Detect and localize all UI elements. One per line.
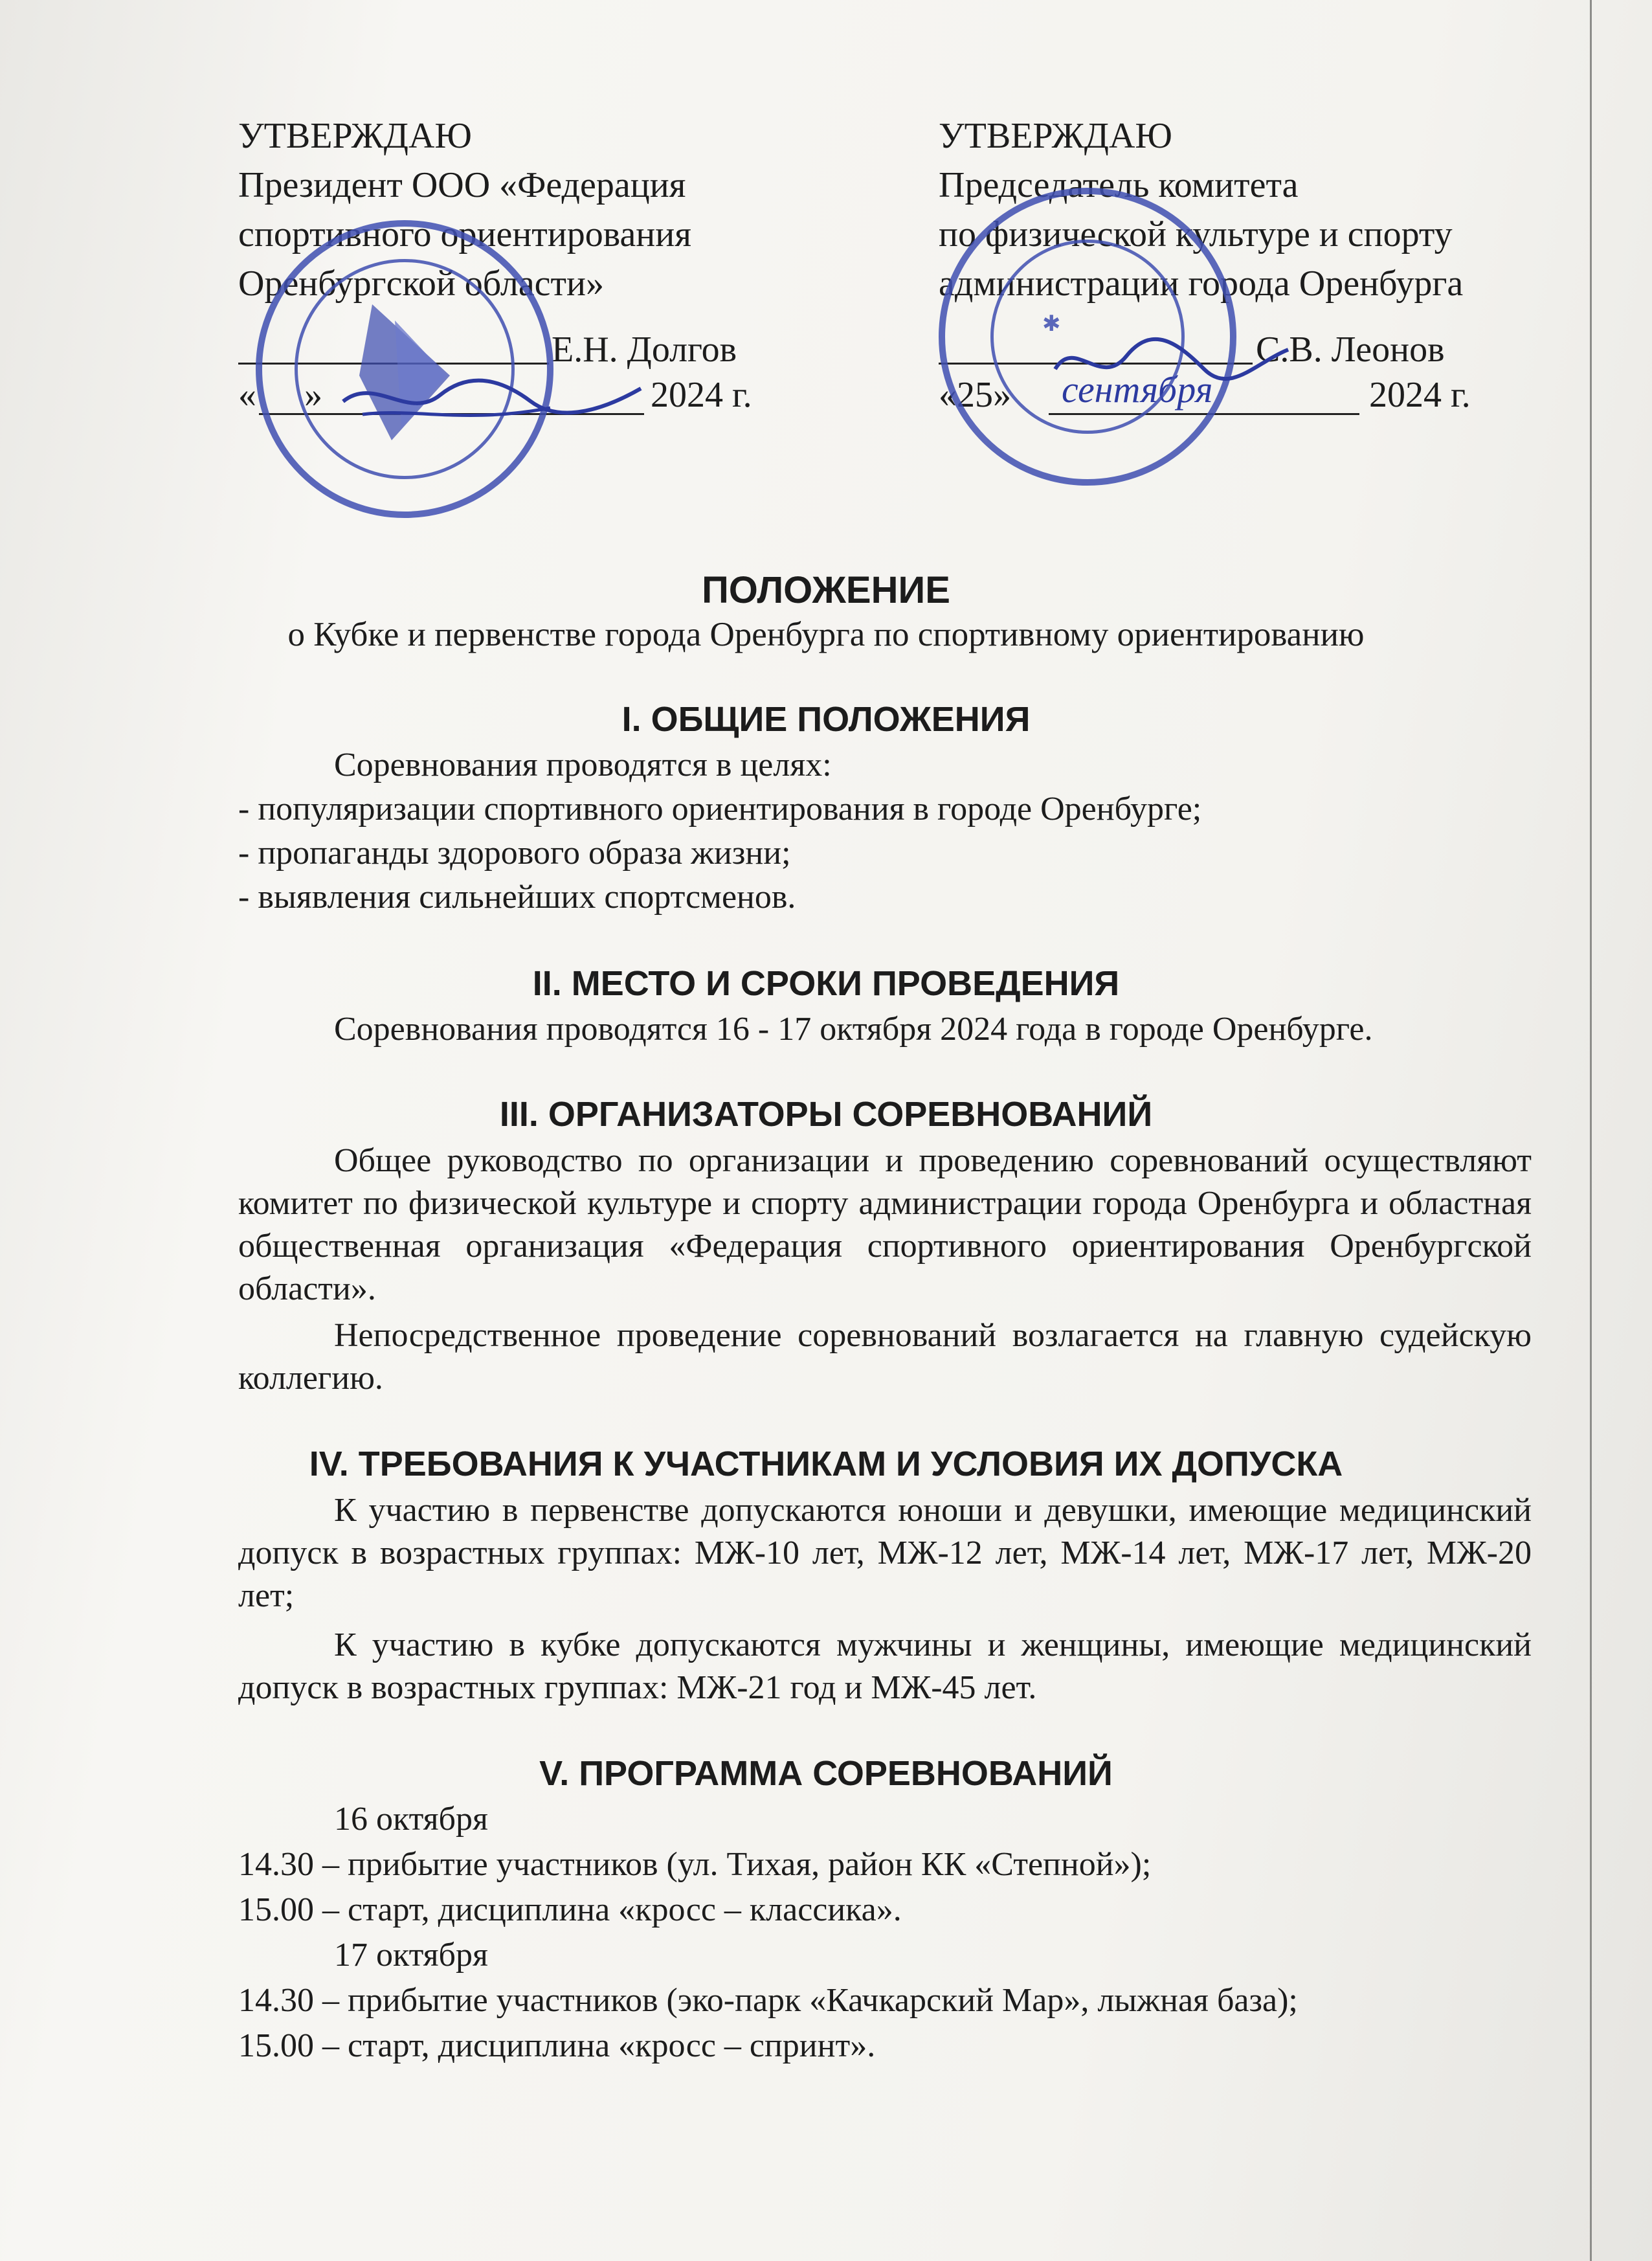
section-3-paragraph-2: Непосредственное проведение соревнований возлагается на главную судейскую коллегию. <box>238 1317 1532 1397</box>
section-1-heading: I. ОБЩИЕ ПОЛОЖЕНИЯ <box>621 700 1031 739</box>
section-5-day-2: 17 октября <box>334 1937 488 1974</box>
section-5-heading: V. ПРОГРАММА СОРЕВНОВАНИЙ <box>539 1754 1113 1793</box>
approval-left-position-1: Президент ООО «Федерация <box>238 165 686 205</box>
section-5-schedule-item: 15.00 – старт, дисциплина «кросс – спринт». <box>238 2027 876 2064</box>
approval-right-position-1: Председатель комитета <box>939 165 1299 205</box>
approval-left-year: 2024 г. <box>651 375 752 415</box>
approval-right-name: С.В. Леонов <box>1256 330 1445 370</box>
approval-left-position-2: спортивного ориентирования <box>238 214 691 254</box>
approval-left-position-3: Оренбургской области» <box>238 264 604 304</box>
section-2-text: Соревнования проводятся 16 - 17 октября 2024 года в городе Оренбурге. <box>334 1011 1373 1048</box>
stamp-star-icon: ✱ <box>1042 312 1061 336</box>
signature-left-icon <box>337 363 660 440</box>
approval-left-date-close: » <box>304 375 322 415</box>
section-3-heading: III. ОРГАНИЗАТОРЫ СОРЕВНОВАНИЙ <box>499 1095 1153 1134</box>
document-subtitle: о Кубке и первенстве города Оренбурга по спортивному ориентированию <box>287 616 1365 653</box>
approval-left-date-open: « <box>238 375 256 415</box>
section-1-item: - выявления сильнейших спортсменов. <box>238 879 796 916</box>
approval-left-label: УТВЕРЖДАЮ <box>238 116 472 156</box>
section-4-paragraph-2: К участию в кубке допускаются мужчины и женщины, имеющие медицинский допуск в возрастных группах: МЖ-21 год и МЖ-45 лет. <box>238 1626 1532 1706</box>
section-5-schedule-item: 14.30 – прибытие участников (эко-парк «Качкарский Мар», лыжная база); <box>238 1982 1298 2019</box>
approval-right-year: 2024 г. <box>1369 375 1471 415</box>
approval-left-name: Е.Н. Долгов <box>552 330 737 370</box>
section-2-heading: II. МЕСТО И СРОКИ ПРОВЕДЕНИЯ <box>532 964 1120 1003</box>
approval-right-position-3: администрации города Оренбурга <box>939 264 1464 304</box>
signature-right-icon <box>1049 324 1295 401</box>
section-3-paragraph-1: Общее руководство по организации и проведению соревнований осуществляют комитет по физической культуре и спорту администрации города Оренбурга и областная общественная организация «Федерация спортивного ориентирования Оренбургской области». <box>238 1142 1532 1307</box>
approval-right-label: УТВЕРЖДАЮ <box>939 116 1172 156</box>
document-title: ПОЛОЖЕНИЕ <box>702 569 950 611</box>
section-1-item: - популяризации спортивного ориентирования в городе Оренбурге; <box>238 791 1202 827</box>
section-5-schedule-item: 14.30 – прибытие участников (ул. Тихая, район КК «Степной»); <box>238 1846 1152 1883</box>
section-5-day-1: 16 октября <box>334 1801 488 1838</box>
section-4-paragraph-1: К участию в первенстве допускаются юноши и девушки, имеющие медицинский допуск в возрастных группах: МЖ-10 лет, МЖ-12 лет, МЖ-14 лет, МЖ-17 лет, МЖ-20 лет; <box>238 1492 1532 1614</box>
section-5-schedule-item: 15.00 – старт, дисциплина «кросс – классика». <box>238 1891 902 1928</box>
approval-right-month: сентября <box>1062 368 1213 411</box>
approval-right-day: «25» <box>939 375 1011 415</box>
section-1-item: - пропаганды здорового образа жизни; <box>238 835 791 872</box>
section-1-intro: Соревнования проводятся в целях: <box>334 747 832 783</box>
section-4-heading: IV. ТРЕБОВАНИЯ К УЧАСТНИКАМ И УСЛОВИЯ ИХ ДОПУСКА <box>309 1445 1343 1483</box>
approval-right-position-2: по физической культуре и спорту <box>939 214 1453 254</box>
